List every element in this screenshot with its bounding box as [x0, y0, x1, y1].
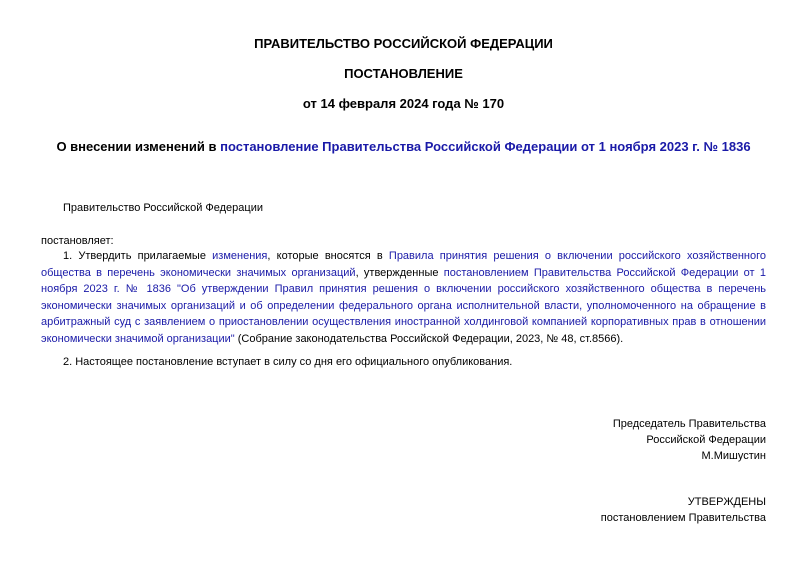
para1-text-3: , утвержденные: [355, 266, 444, 279]
rules-link[interactable]: Правила принятия решения о включении российского хозяйственного общества в перечень экономически значимых организаций: [41, 250, 766, 279]
document-type: ПОСТАНОВЛЕНИЕ: [344, 66, 463, 81]
paragraph-2: 2. Настоящее постановление вступает в силу со дня его официального опубликования.: [63, 356, 513, 368]
subject-amended-decree-link[interactable]: постановление Правительства Российской Федерации от 1 ноября 2023 г. № 1836: [220, 139, 751, 154]
document-subject: [0, 139, 807, 155]
signatory-position-2: Российской Федерации: [646, 434, 766, 446]
signatory-position: Председатель Правительства: [612, 418, 766, 430]
document-date-number: от 14 февраля 2024 года № 170: [302, 96, 505, 111]
para1-text-2: , которые вносятся в: [267, 250, 389, 262]
paragraph-1: [41, 248, 766, 348]
approved-by: постановлением Правительства: [600, 512, 766, 524]
changes-link[interactable]: изменения: [212, 250, 268, 262]
org-title: ПРАВИТЕЛЬСТВО РОССИЙСКОЙ ФЕДЕРАЦИИ: [254, 36, 553, 51]
para1-text-4: (Собрание законодательства Российской Федерации, 2023, № 48, ст.8566).: [234, 332, 624, 345]
para1-text-1: 1. Утвердить прилагаемые: [63, 250, 213, 262]
decree-1836-link[interactable]: постановлением Правительства Российской Федерации от 1 ноября 2023 г. № 1836 "Об утверждении Правил принятия решения о включении российского хозяйственного общества в перечень экономически значимых организаций и об определении федерального органа исполнительной власти, уполномоченного на обращение в арбитражный суд с заявлением о приостановлении осуществления иностранной холдинговой компанией корпоративных прав в отношении экономически значимой организации": [41, 266, 766, 345]
resolves-line: постановляет:: [41, 235, 114, 247]
subject-prefix: О внесении изменений в: [56, 139, 221, 154]
approved-title: УТВЕРЖДЕНЫ: [687, 496, 766, 508]
government-line: Правительство Российской Федерации: [63, 202, 263, 214]
signatory-name: М.Мишустин: [701, 450, 766, 462]
